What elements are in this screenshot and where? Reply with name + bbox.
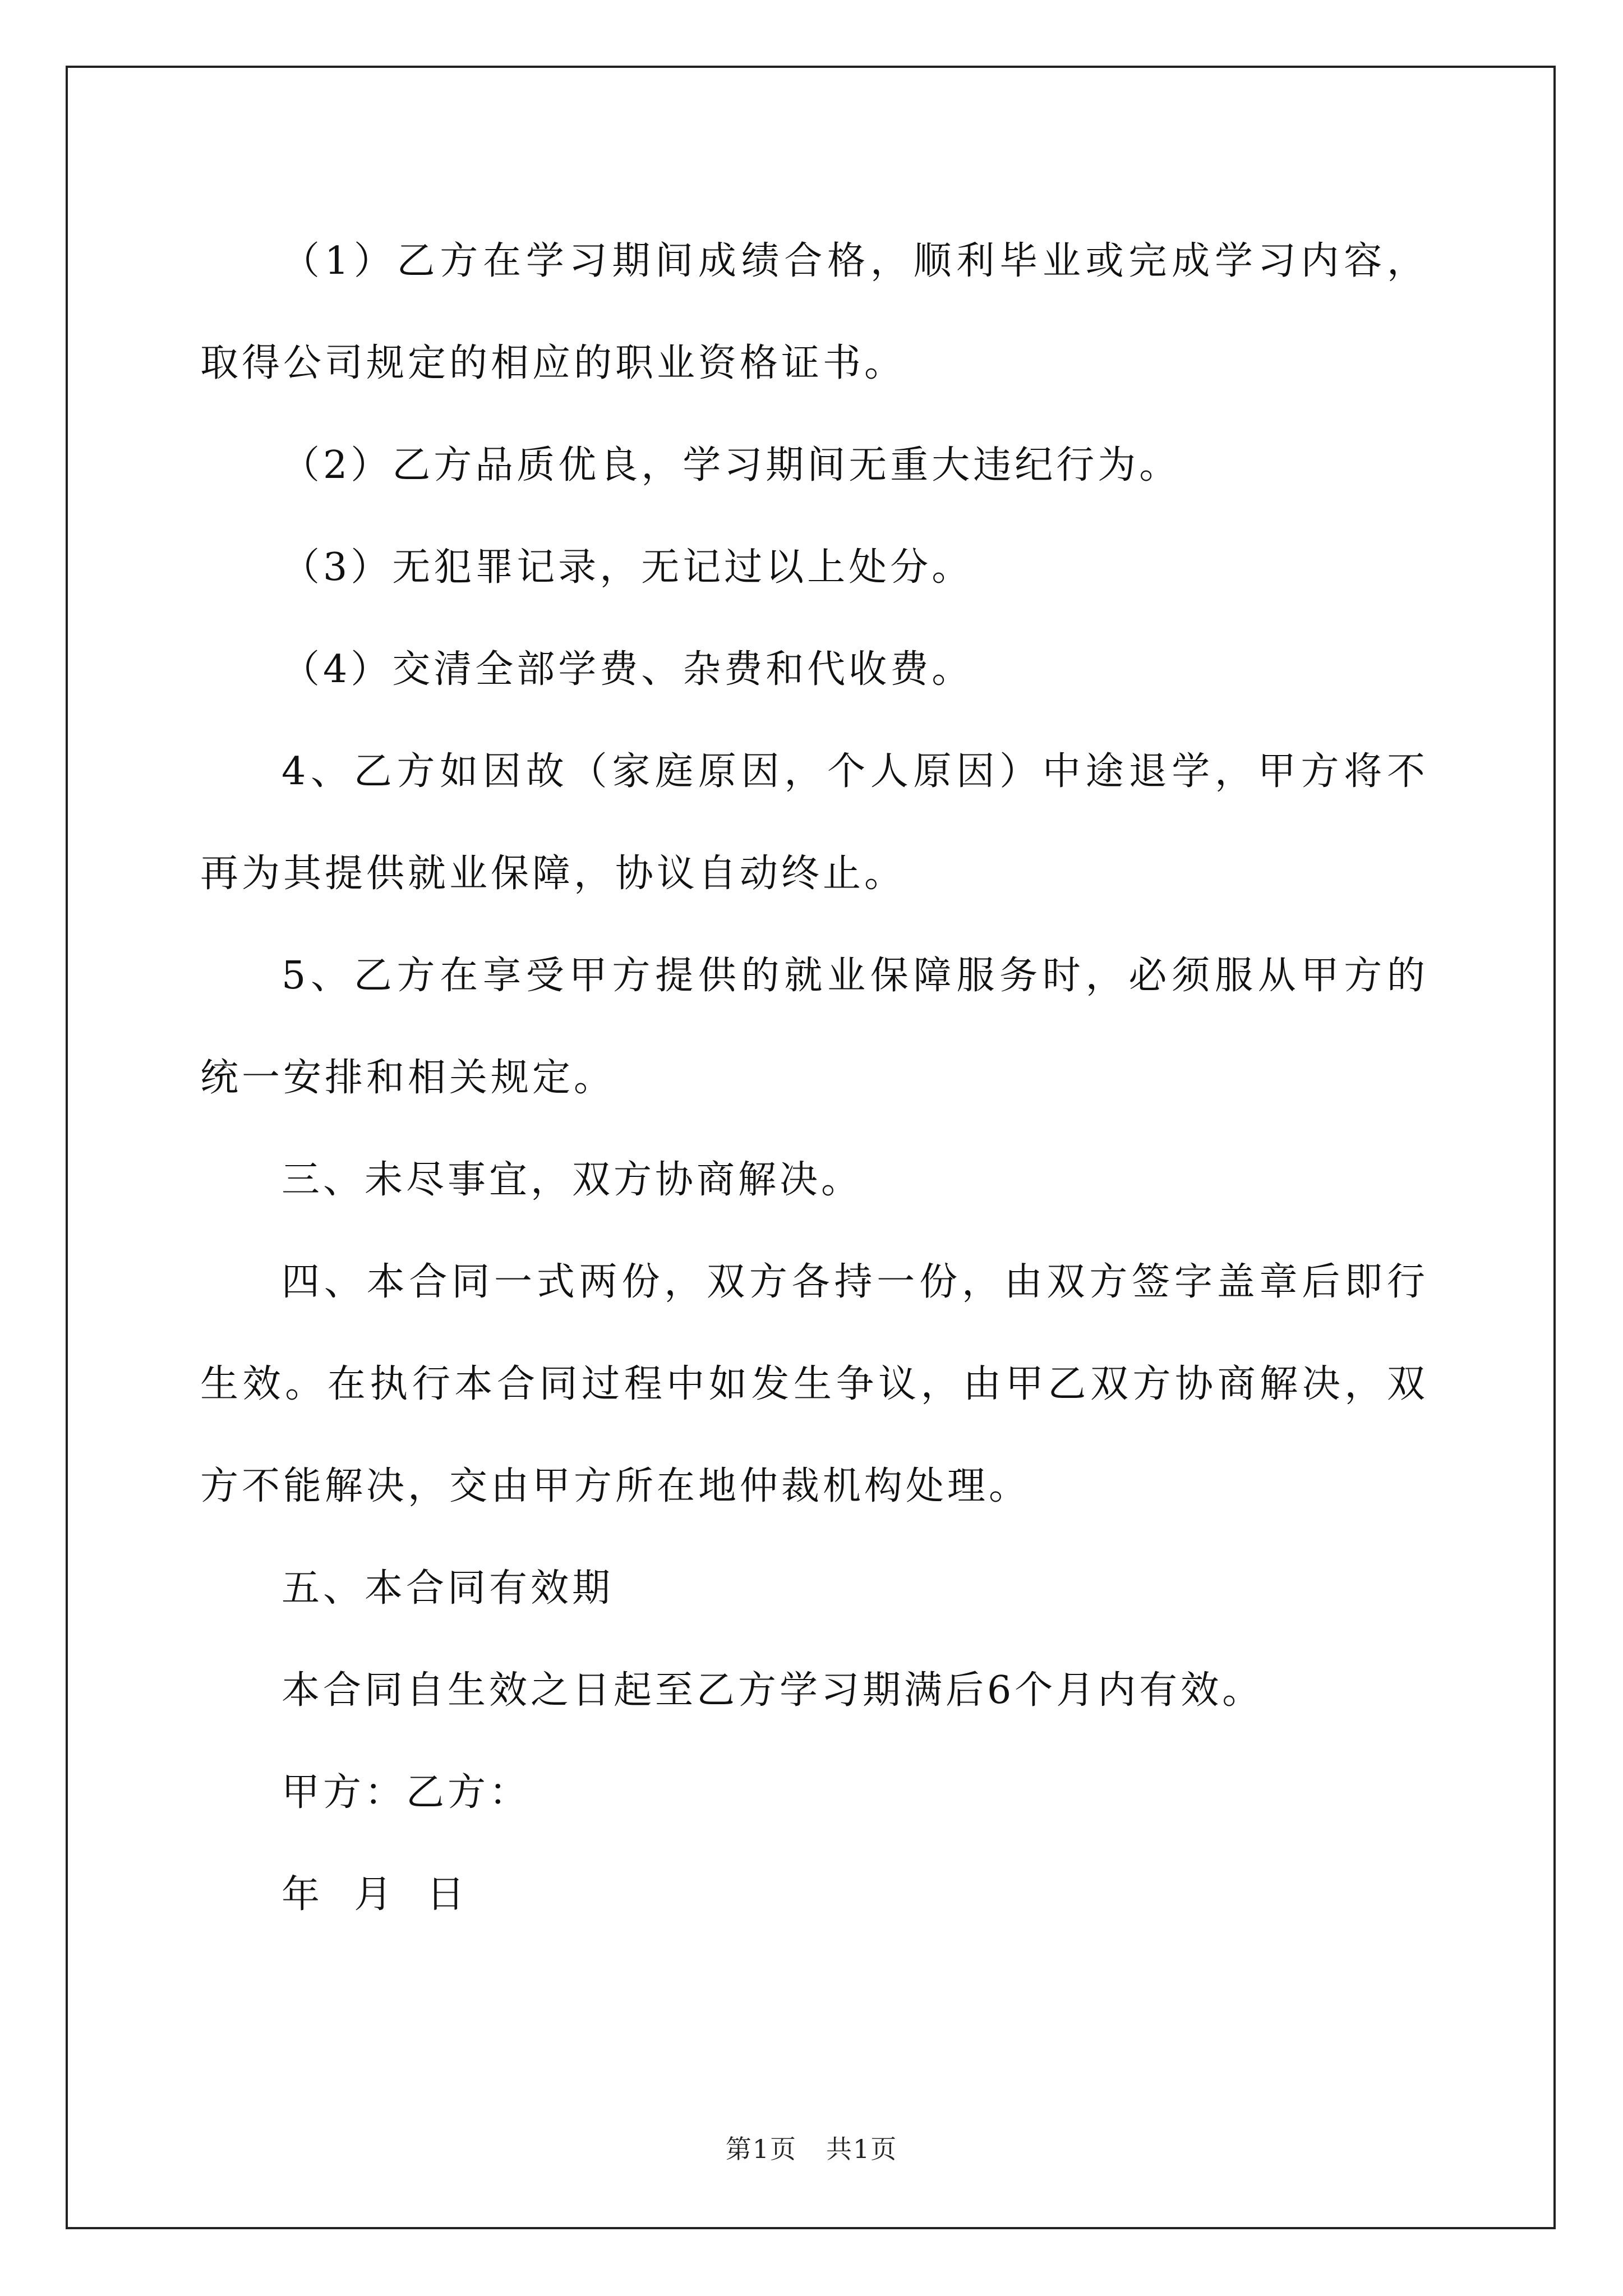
document-body: [200, 210, 1428, 1946]
clause-1-3: （3）无犯罪记录，无记过以上处分。: [282, 545, 974, 590]
clause-4: 4、乙方如因故（家庭原因，个人原因）中途退学，甲方将不再为其提供就业保障，协议自动终止。: [200, 749, 1428, 896]
section-4: 四、本合同一式两份，双方各持一份，由双方签字盖章后即行生效。在执行本合同过程中如发生争议，由甲乙双方协商解决，双方不能解决，交由甲方所在地仲裁机构处理。: [200, 1260, 1428, 1508]
page-footer: [0, 2129, 1623, 2166]
validity-statement: 本合同自生效之日起至乙方学习期满后6个月内有效。: [282, 1668, 1264, 1713]
page-total: 共1页: [826, 2134, 898, 2164]
clause-1-2: （2）乙方品质优良，学习期间无重大违纪行为。: [282, 443, 1181, 487]
date-line: 年 月 日: [282, 1872, 468, 1917]
signature-line: [200, 1742, 1428, 1844]
page-number: 第1页: [725, 2134, 797, 2164]
clause-5: 5、乙方在享受甲方提供的就业保障服务时，必须服从甲方的统一安排和相关规定。: [200, 954, 1428, 1100]
clause-1-4: （4）交清全部学费、杂费和代收费。: [282, 647, 974, 692]
section-3: 三、未尽事宜，双方协商解决。: [282, 1158, 863, 1202]
party-b-label: 乙方：: [406, 1770, 531, 1815]
section-5-heading: 五、本合同有效期: [282, 1566, 614, 1611]
clause-1-1: （1）乙方在学习期间成绩合格，顺利毕业或完成学习内容，取得公司规定的相应的职业资格证书。: [200, 239, 1428, 385]
party-a-label: 甲方：: [282, 1770, 407, 1815]
